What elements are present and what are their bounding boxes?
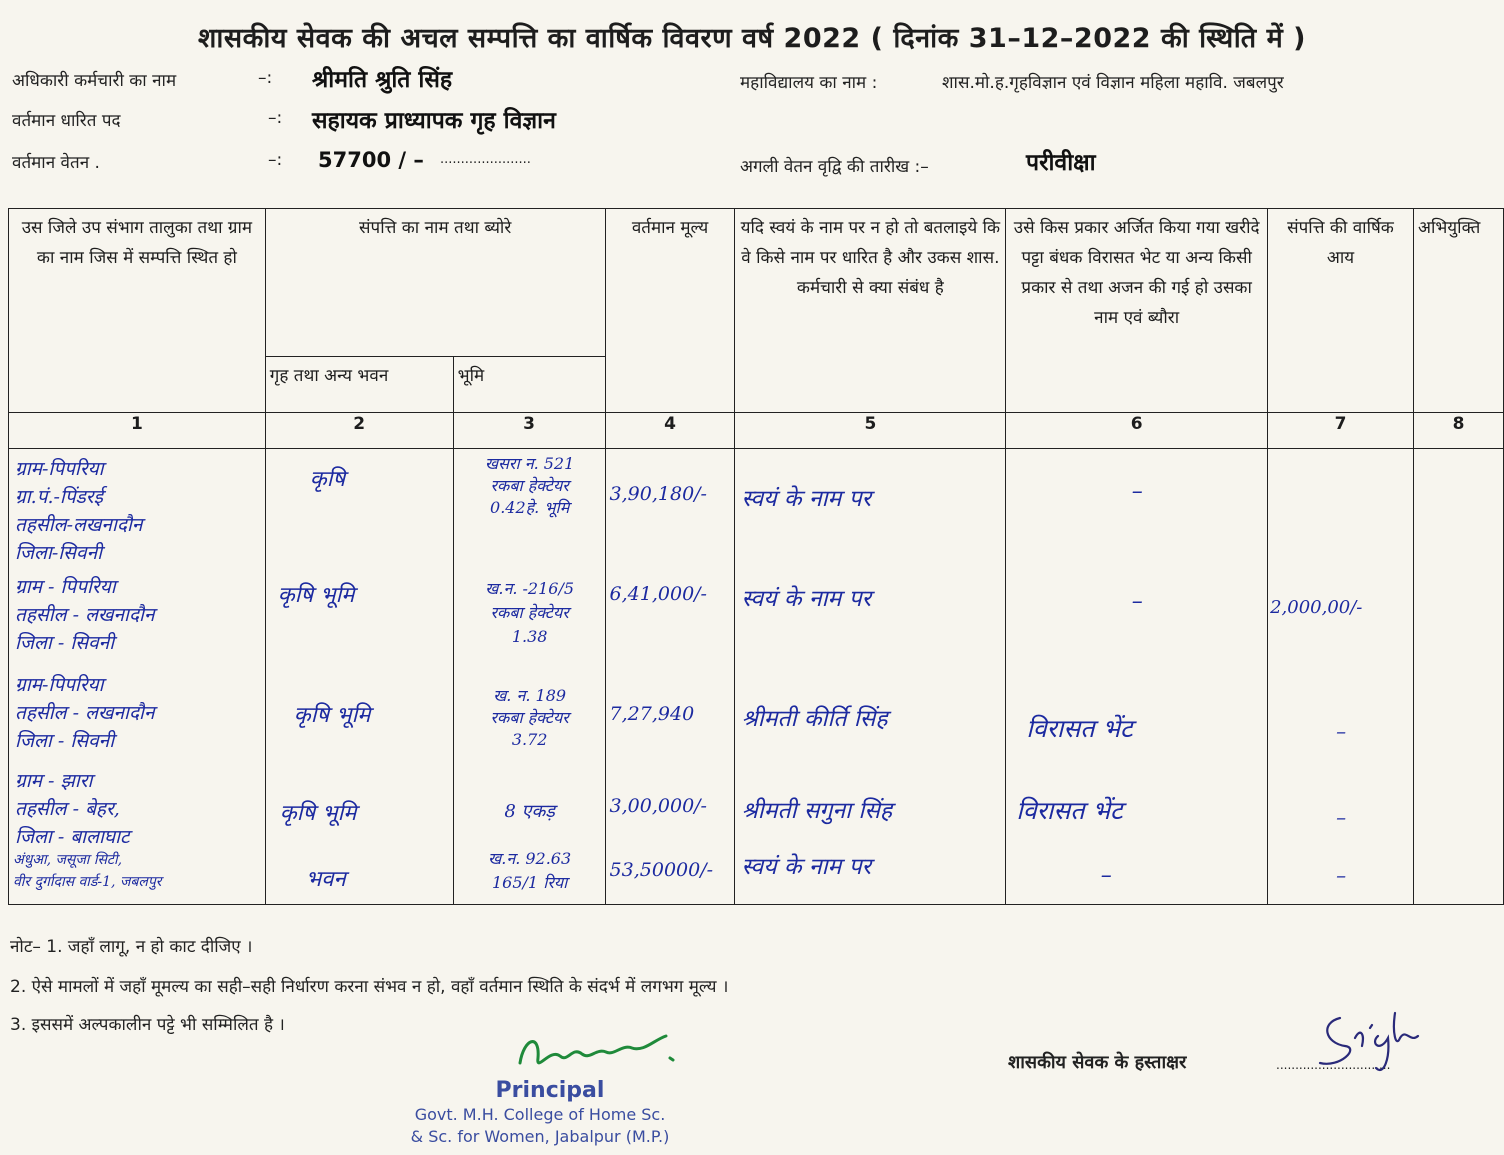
location-line: जिला - बालाघाट (15, 826, 130, 848)
building-type: कृषि भूमि (279, 801, 357, 826)
location-line: अंधुआ, जसूजा सिटी, (13, 852, 123, 868)
property-table (8, 208, 1504, 905)
header-remarks: अभियुक्ति (1413, 209, 1503, 413)
salary-value: 57700 / – (318, 148, 424, 172)
location-line: ग्राम-पिपरिया (15, 458, 104, 480)
location-cell (9, 449, 266, 905)
land-line: रकबा हेक्टेयर (490, 476, 569, 495)
building-type: कृषि भूमि (277, 583, 355, 608)
signature-dots: .............................. (1276, 1058, 1391, 1072)
building-type: कृषि भूमि (293, 703, 371, 728)
building-cell (265, 449, 453, 905)
column-number: 5 (735, 413, 1006, 449)
principal-signature-image (510, 1018, 690, 1078)
table-body-row (9, 449, 1504, 905)
location-line: जिला - सिवनी (15, 632, 115, 654)
column-number: 1 (9, 413, 266, 449)
note-3: 3. इससमें अल्पकालीन पट्टे भी सम्मिलित है । (10, 1015, 285, 1035)
signature-label: शासकीय सेवक के हस्ताक्षर (1008, 1052, 1187, 1073)
land-cell (453, 449, 605, 905)
land-line: 3.72 (511, 730, 548, 749)
holder-name: स्वयं के नाम पर (741, 586, 872, 612)
land-line: 0.42हे. भूमि (490, 498, 570, 517)
column-number: 6 (1006, 413, 1268, 449)
location-line: तहसील - लखनादौन (15, 702, 155, 724)
location-line: तहसील - बेहर, (15, 798, 120, 820)
header-acquisition: उसे किस प्रकार अर्जित किया गया खरीदे पट्टा बंधक विरासत भेट या अन्य किसी प्रकार से तथा अजन की गई हो उसका नाम एवं ब्यौरा (1006, 209, 1268, 413)
header-location: उस जिले उप संभाग तालुका तथा ग्राम का नाम जिस में सम्पत्ति स्थित हो (9, 209, 266, 413)
building-type: कृषि (309, 467, 346, 492)
location-line: ग्राम - पिपरिया (15, 576, 116, 598)
land-line: ख. न. 189 (493, 686, 567, 705)
holder-name: स्वयं के नाम पर (741, 854, 872, 880)
employee-name: श्रीमति श्रुति सिंह (312, 67, 453, 93)
column-number: 4 (605, 413, 735, 449)
acquisition-mode: – (1131, 479, 1143, 504)
column-number: 7 (1268, 413, 1414, 449)
acquisition-mode: विरासत भेंट (1026, 714, 1133, 743)
column-number: 8 (1413, 413, 1503, 449)
salary-dots: ...................... (440, 152, 531, 167)
holder-name: स्वयं के नाम पर (741, 486, 872, 512)
location-line: वीर दुर्गादास वार्ड-1, जबलपुर (13, 874, 162, 890)
location-line: जिला-सिवनी (15, 542, 103, 564)
stamp-line-2: & Sc. for Women, Jabalpur (M.P.) (410, 1127, 670, 1146)
salary-label: वर्तमान वेतन . (12, 153, 100, 173)
location-line: ग्राम-पिपरिया (15, 674, 104, 696)
annual-income: – (1336, 863, 1347, 887)
header-current-value: वर्तमान मूल्य (605, 209, 735, 413)
land-line: रकबा हेक्टेयर (490, 603, 569, 622)
land-line: खसरा न. 521 (485, 454, 575, 473)
name-separator: –: (258, 68, 273, 88)
header-buildings: गृह तथा अन्य भवन (265, 357, 453, 413)
acquisition-mode: विरासत भेंट (1016, 796, 1123, 825)
document-title: शासकीय सेवक की अचल सम्पत्ति का वार्षिक विवरण वर्ष 2022 ( दिनांक 31–12–2022 की स्थिति में ) (198, 23, 1306, 54)
location-line: ग्रा.पं.-पिंडरई (15, 486, 103, 508)
college-label: महाविद्यालय का नाम : (740, 73, 878, 93)
name-label: अधिकारी कर्मचारी का नाम (12, 71, 177, 91)
property-value: 53,50000/- (609, 859, 714, 881)
property-value: 3,90,180/- (609, 483, 707, 505)
post-label: वर्तमान धारित पद (12, 111, 121, 131)
location-line: तहसील-लखनादौन (15, 514, 143, 536)
post-separator: –: (268, 108, 283, 128)
land-line: ख.न. -216/5 (485, 579, 575, 598)
header-holder: यदि स्वयं के नाम पर न हो तो बतलाइये कि वे किसे नाम पर धारित है और उकस शास. कर्मचारी से क्या संबंध है (735, 209, 1006, 413)
column-number: 3 (453, 413, 605, 449)
property-value: 7,27,940 (609, 703, 695, 725)
header-annual-income: संपत्ति की वार्षिक आय (1268, 209, 1414, 413)
income-cell (1268, 449, 1414, 905)
header-land: भूमि (453, 357, 605, 413)
note-2: 2. ऐसे मामलों में जहाँ मूमल्य का सही–सही निर्धारण करना संभव न हो, वहाँ वर्तमान स्थिति के संदर्भ में लगभग मूल्य । (10, 977, 729, 997)
increment-label: अगली वेतन वृद्वि की तारीख :– (740, 157, 929, 177)
land-line: 1.38 (511, 627, 548, 646)
location-line: तहसील - लखनादौन (15, 604, 155, 626)
holder-cell (735, 449, 1006, 905)
land-line: रकबा हेक्टेयर (490, 708, 569, 727)
holder-name: श्रीमती कीर्ति सिंह (741, 706, 888, 732)
land-line: ख.न. 92.63 (488, 849, 572, 868)
value-cell (605, 449, 735, 905)
remarks-cell (1413, 449, 1503, 905)
stamp-title: Principal (495, 1078, 605, 1103)
acquisition-mode: – (1131, 589, 1143, 614)
employee-post: सहायक प्राध्यापक गृह विज्ञान (312, 108, 556, 134)
column-number: 2 (265, 413, 453, 449)
location-line: ग्राम - झारा (15, 770, 93, 792)
property-value: 6,41,000/- (609, 583, 707, 605)
location-line: जिला - सिवनी (15, 730, 115, 752)
annual-income: 2,000,00/- (1270, 597, 1363, 618)
increment-value: परीवीक्षा (1026, 150, 1096, 176)
stamp-line-1: Govt. M.H. College of Home Sc. (414, 1105, 666, 1124)
land-line: 165/1 रिया (492, 873, 568, 892)
college-name: शास.मो.ह.गृहविज्ञान एवं विज्ञान महिला महावि. जबलपुर (942, 73, 1284, 93)
building-type: भवन (305, 867, 346, 892)
note-1: नोट– 1. जहाँ लागू, न हो काट दीजिए । (10, 937, 253, 957)
land-line: 8 एकड़ (504, 801, 555, 822)
header-property-details: संपत्ति का नाम तथा ब्योरे (265, 209, 605, 357)
property-value: 3,00,000/- (609, 795, 707, 817)
acquisition-mode: – (1100, 863, 1112, 888)
annual-income: – (1336, 719, 1347, 743)
employee-signature-image (1300, 998, 1450, 1078)
holder-name: श्रीमती सगुना सिंह (741, 798, 893, 824)
salary-separator: –: (268, 150, 283, 170)
acquisition-cell (1006, 449, 1268, 905)
annual-income: – (1336, 805, 1347, 829)
